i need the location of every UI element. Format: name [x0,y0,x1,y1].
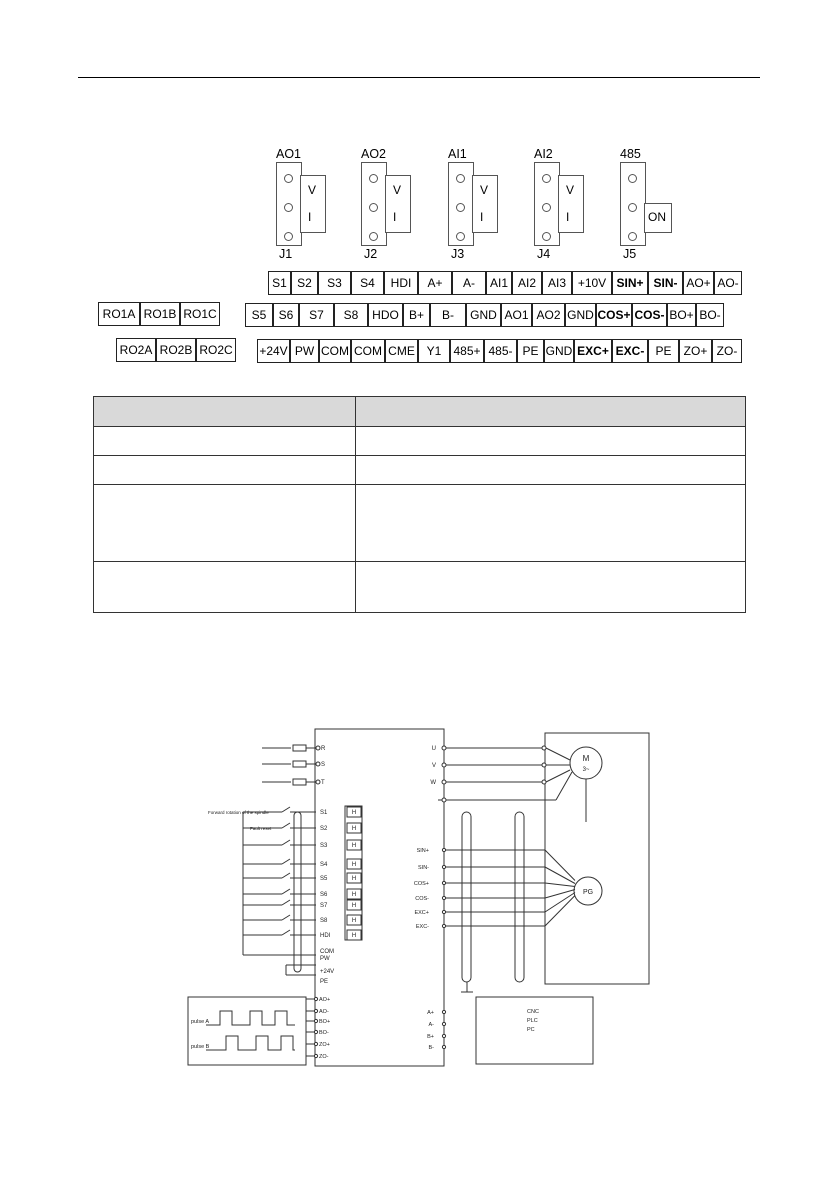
motor-wire [546,748,570,760]
terminal-dot [314,1042,317,1045]
pulse-output-label: ZO- [319,1054,329,1060]
input-label: S5 [320,876,328,882]
terminal-dot [442,746,446,750]
input-label: S2 [320,826,328,832]
input-label: HDI [320,933,331,939]
terminal-dot [442,1045,445,1048]
pulse-output-label: ZO+ [319,1042,330,1048]
jumper-id: J2 [364,247,378,261]
terminal-dot [442,1010,445,1013]
pulse-output-label: AO+ [319,997,331,1003]
pg-label: PG [582,889,594,896]
power-label: +24V [320,969,335,975]
jumper-id: J5 [623,247,637,261]
control-terminal: GND [544,339,574,363]
jumper-label: V [480,183,489,197]
jumper-title: AO1 [276,147,302,161]
encoder-input-label: COS- [415,896,429,902]
opto-mark: H [351,892,357,898]
control-terminal: PE [517,339,544,363]
control-terminal: BO- [696,303,724,327]
control-terminal: AO1 [501,303,532,327]
terminal-dot [442,798,446,802]
ab-input-label: A+ [427,1010,434,1016]
switch [282,840,290,845]
terminal-dot [442,1022,445,1025]
pulse-output-label: BO+ [319,1019,331,1025]
control-terminal: SIN+ [612,271,648,295]
controller-label: PC [527,1027,535,1033]
relay-terminal: RO1A [98,302,140,326]
shield-cable [462,812,471,982]
fuse [293,761,306,767]
jumper-label: I [308,210,312,224]
mains-label: R [321,746,326,752]
opto-mark: H [351,826,357,832]
terminal-dot [542,763,546,767]
control-terminal: GND [565,303,596,327]
ab-input-label: B+ [427,1034,434,1040]
motor-label: M [582,754,590,763]
fault-reset-label: Fault reset [250,826,272,831]
ab-input-label: A- [428,1022,434,1028]
pulse-box [188,997,306,1065]
terminal-dot [314,997,317,1000]
control-terminal: ZO- [712,339,742,363]
encoder-wire [545,850,575,881]
jumper-id: J4 [537,247,551,261]
control-terminal: ZO+ [679,339,712,363]
output-label: V [431,763,436,769]
control-terminal: BO+ [667,303,696,327]
control-terminal: COS+ [596,303,632,327]
motor-symbol [570,747,602,779]
terminal-dot [316,746,320,750]
jumper-label: V [566,183,575,197]
input-label: S7 [320,903,328,909]
control-terminal: COM [351,339,385,363]
relay-terminal: RO2B [156,338,196,362]
terminal-dot [314,1019,317,1022]
terminal-dot [442,910,445,913]
control-terminal: COS- [632,303,667,327]
jumper-label: ON [648,210,666,224]
terminal-dot [442,865,445,868]
opto-mark: H [351,843,357,849]
switch [282,823,290,828]
control-terminal: 485+ [450,339,484,363]
switch [282,889,290,894]
terminal-dot [542,746,546,750]
switch [282,915,290,920]
pulse-waveform [206,1036,295,1050]
terminal-dot [442,763,446,767]
encoder-wire [545,896,575,927]
terminal-dot [314,1030,317,1033]
terminal-dot [442,896,445,899]
jumper-id: J1 [279,247,293,261]
control-terminal: AI1 [486,271,512,295]
relay-terminal: RO1B [140,302,180,326]
control-terminal: B- [430,303,466,327]
control-terminal: AO+ [683,271,714,295]
jumper-title: AO2 [361,147,387,161]
control-terminal: A- [452,271,486,295]
shield-cable [515,812,524,982]
terminal-dot [442,848,445,851]
terminal-dot [442,924,445,927]
relay-terminal: RO1C [180,302,220,326]
control-terminal: EXC+ [574,339,612,363]
terminal-dot [542,780,546,784]
terminal-dot [442,1034,445,1037]
pw-label: PW [320,956,330,962]
control-terminal: S6 [273,303,299,327]
control-terminal: AI3 [542,271,572,295]
control-terminal: S7 [299,303,334,327]
jumper-label: V [393,183,402,197]
switch [282,900,290,905]
jumper-title: AI2 [534,147,553,161]
control-terminal: +24V [257,339,290,363]
jumper-label: V [308,183,317,197]
mains-label: S [321,762,326,768]
forward-rotation-label: Forward rotation of the spindle [208,810,269,815]
fuse [293,779,306,785]
terminal-dot [314,1009,317,1012]
control-terminal: AO2 [532,303,565,327]
switch [282,859,290,864]
ab-input-label: B- [428,1045,434,1051]
pulse-a-label: pulse A [191,1019,210,1025]
motor-phase-label: 3~ [582,767,590,773]
com-label: COM [320,949,334,955]
control-terminal: +10V [572,271,612,295]
jumper-title: 485 [620,147,641,161]
input-label: S8 [320,918,328,924]
opto-mark: H [351,918,357,924]
mains-label: T [321,780,325,786]
motor-wire [546,770,570,782]
encoder-input-label: SIN+ [416,848,429,854]
control-terminal: HDO [368,303,403,327]
control-terminal: CME [385,339,418,363]
jumper-label: I [480,210,484,224]
pulse-output-label: BO- [319,1030,329,1036]
terminal-dot [316,780,320,784]
switch [282,873,290,878]
pulse-output-label: AO- [319,1009,329,1015]
control-terminal: S3 [318,271,351,295]
control-terminal: S5 [245,303,273,327]
encoder-wire [545,883,575,887]
terminal-dot [314,1054,317,1057]
input-label: S1 [320,810,328,816]
jumper-id: J3 [451,247,465,261]
opto-mark: H [351,810,357,816]
pulse-b-label: pulse B [191,1044,210,1050]
terminal-dot [316,762,320,766]
input-label: S4 [320,862,328,868]
control-terminal: GND [466,303,501,327]
control-terminal: S4 [351,271,384,295]
relay-terminal: RO2A [116,338,156,362]
control-terminal: A+ [418,271,452,295]
control-terminal: EXC- [612,339,648,363]
control-terminal: AI2 [512,271,542,295]
relay-terminal: RO2C [196,338,236,362]
opto-mark: H [351,862,357,868]
control-terminal: 485- [484,339,517,363]
jumper-label: I [566,210,570,224]
control-terminal: Y1 [418,339,450,363]
switch [282,930,290,935]
control-terminal: PW [290,339,319,363]
terminal-dot [442,780,446,784]
input-label: S3 [320,843,328,849]
shield-cable [294,812,301,972]
switch [282,807,290,812]
input-label: S6 [320,892,328,898]
opto-mark: H [351,933,357,939]
control-terminal: S1 [268,271,291,295]
encoder-input-label: COS+ [413,881,429,887]
controller-label: CNC [527,1009,539,1015]
output-label: W [430,780,436,786]
control-terminal: COM [319,339,351,363]
control-terminal: SIN- [648,271,683,295]
encoder-input-label: EXC+ [414,910,429,916]
terminal-dot [442,881,445,884]
control-terminal: S2 [291,271,318,295]
opto-mark: H [351,903,357,909]
encoder-input-label: SIN- [418,865,429,871]
control-terminal: B+ [403,303,430,327]
control-terminal: PE [648,339,679,363]
controller-label: PLC [527,1018,538,1024]
pe-label: PE [320,979,329,985]
opto-mark: H [351,876,357,882]
pulse-waveform [206,1011,295,1025]
fuse [293,745,306,751]
control-terminal: S8 [334,303,368,327]
output-label: U [431,746,436,752]
control-terminal: HDI [384,271,418,295]
control-terminal: AO- [714,271,742,295]
jumper-label: I [393,210,397,224]
jumper-title: AI1 [448,147,467,161]
encoder-wire [545,893,575,913]
encoder-input-label: EXC- [415,924,429,930]
encoder-wire [545,890,575,899]
